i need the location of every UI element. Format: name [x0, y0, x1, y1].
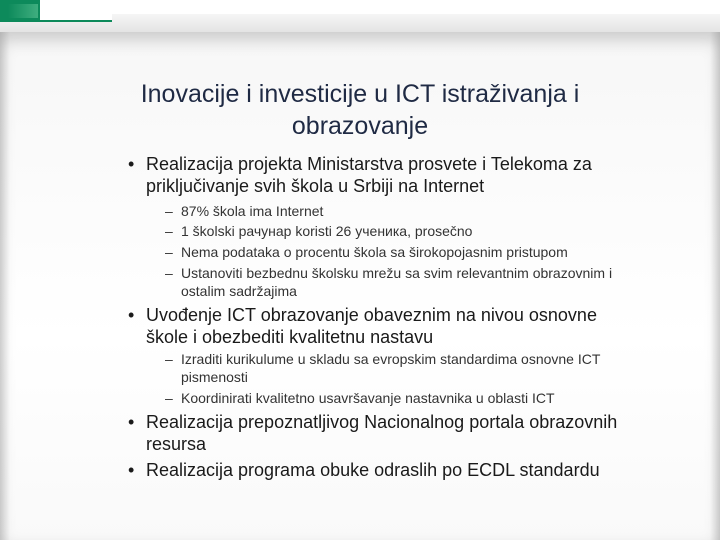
- subitem-text: 87% škola ima Internet: [181, 203, 324, 219]
- subitem-1-3: [165, 243, 685, 261]
- subitem-text-continued: pismenosti: [181, 369, 248, 385]
- dash-marker: –: [165, 390, 173, 406]
- corner-accent-gradient: [8, 4, 38, 18]
- subitem-2-2: [165, 389, 685, 407]
- bullet-3-line-2: resursa: [146, 434, 207, 454]
- right-shadow: [710, 32, 720, 540]
- title-line-2: obrazovanje: [291, 112, 429, 140]
- dash-marker: –: [165, 223, 173, 239]
- dash-marker: –: [165, 244, 173, 260]
- subitem-2-1: [165, 350, 685, 386]
- left-shadow: [0, 32, 10, 540]
- subitem-text: 1 školski рачунар koristi 26 ученика, prosečno: [181, 223, 473, 239]
- bullet-3: [128, 411, 688, 455]
- subitem-1-2: [165, 222, 685, 240]
- corner-white-notch: [40, 0, 112, 20]
- bullet-2-line-1: Uvođenje ICT obrazovanje obaveznim na nivou osnovne: [146, 305, 597, 325]
- bullet-marker: •: [128, 154, 135, 174]
- subitem-text: Nema podataka o procentu škola sa širokopojasnim pristupom: [181, 244, 568, 260]
- bullet-2: [128, 304, 688, 348]
- bullet-3-line-1: Realizacija prepoznatljivog Nacionalnog portala obrazovnih: [146, 412, 618, 432]
- bullet-1-line-2: priključivanje svih škola u Srbiji na Internet: [146, 176, 485, 196]
- dash-marker: –: [165, 265, 173, 281]
- bullet-marker: •: [128, 460, 135, 480]
- slide-title: [60, 78, 660, 142]
- bullet-1-line-1: Realizacija projekta Ministarstva prosvete i Telekoma za: [146, 154, 592, 174]
- dash-marker: –: [165, 203, 173, 219]
- subitem-1-1: [165, 202, 685, 220]
- bullet-2-line-2: škole i obezbediti kvalitetnu nastavu: [146, 327, 434, 347]
- subitem-text: Ustanoviti bezbednu školsku mrežu sa svim relevantnim obrazovnim i: [181, 265, 613, 281]
- bullet-4: [128, 459, 688, 481]
- subitem-text-continued: ostalim sadržajima: [181, 283, 297, 299]
- title-line-1: Inovacije i investicije u ICT istraživanja i: [140, 80, 580, 108]
- bullet-4-line-1: Realizacija programa obuke odraslih po ECDL standardu: [146, 460, 600, 480]
- subitem-text: Koordinirati kvalitetno usavršavanje nastavnika u oblasti ICT: [181, 390, 555, 406]
- bullet-marker: •: [128, 305, 135, 325]
- subitem-text: Izraditi kurikulume u skladu sa evropskim standardima osnovne ICT: [181, 351, 601, 367]
- dash-marker: –: [165, 351, 173, 367]
- subitem-1-4: [165, 264, 685, 300]
- bullet-marker: •: [128, 412, 135, 432]
- bullet-1: [128, 153, 688, 197]
